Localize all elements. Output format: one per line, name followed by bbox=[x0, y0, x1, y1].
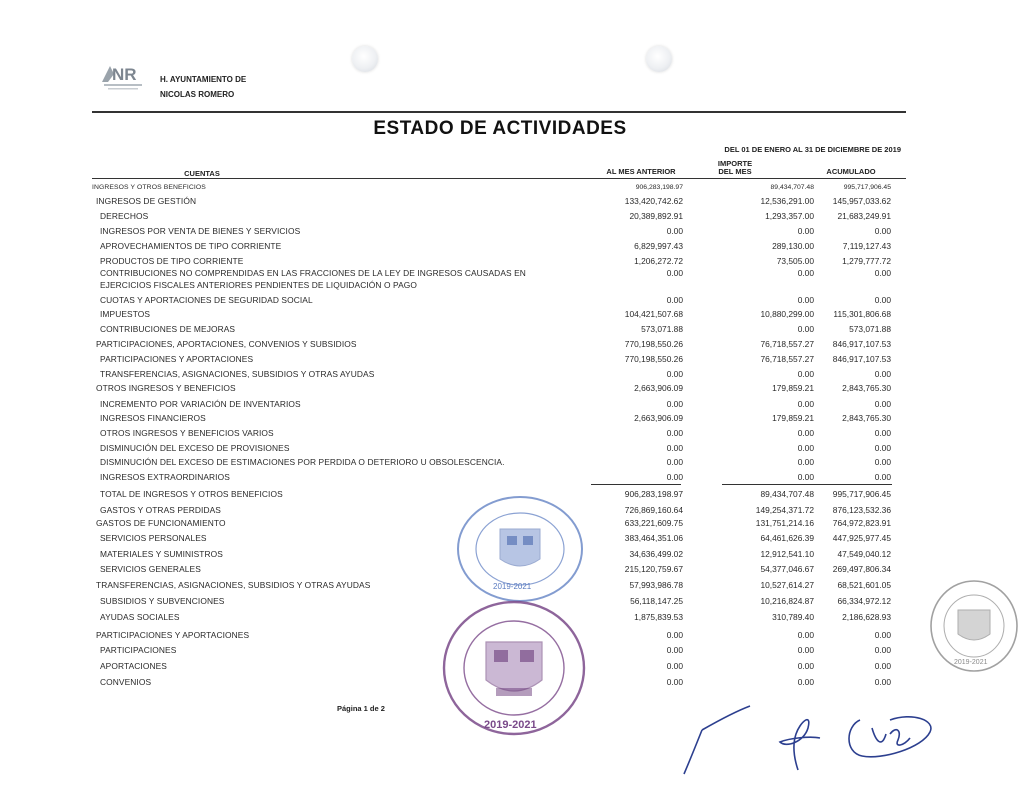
table-row bbox=[0, 241, 1024, 253]
amount-previous-month: 0.00 bbox=[666, 268, 683, 278]
amount-current-month: 0.00 bbox=[797, 645, 814, 655]
amount-current-month: 0.00 bbox=[797, 443, 814, 453]
table-row bbox=[0, 295, 1024, 307]
account-label: SUBSIDIOS Y SUBVENCIONES bbox=[100, 596, 225, 606]
punch-hole-left bbox=[352, 46, 378, 72]
amount-current-month: 179,859.21 bbox=[772, 383, 814, 393]
amount-accumulated: 0.00 bbox=[874, 428, 891, 438]
amount-current-month: 0.00 bbox=[797, 399, 814, 409]
amount-accumulated: 0.00 bbox=[874, 268, 891, 278]
amount-previous-month: 104,421,507.68 bbox=[624, 309, 683, 319]
amount-accumulated: 68,521,601.05 bbox=[837, 580, 891, 590]
amount-previous-month: 1,875,839.53 bbox=[634, 612, 683, 622]
amount-current-month: 1,293,357.00 bbox=[765, 211, 814, 221]
account-label: SERVICIOS PERSONALES bbox=[100, 533, 207, 543]
municipality-line2: NICOLAS ROMERO bbox=[160, 90, 235, 99]
amount-previous-month: 57,993,986.78 bbox=[629, 580, 683, 590]
svg-text:2019-2021: 2019-2021 bbox=[954, 659, 988, 666]
amount-previous-month: 726,869,160.64 bbox=[624, 505, 683, 515]
amount-current-month: 12,536,291.00 bbox=[760, 196, 814, 206]
presidencia-stamp bbox=[440, 598, 588, 738]
account-label: PARTICIPACIONES Y APORTACIONES bbox=[96, 630, 250, 640]
page-number: Página 1 de 2 bbox=[337, 704, 385, 713]
account-label: PRODUCTOS DE TIPO CORRIENTE bbox=[100, 256, 244, 266]
total-rule-a bbox=[591, 484, 681, 485]
amount-current-month: 310,789.40 bbox=[772, 612, 814, 622]
amount-previous-month: 34,636,499.02 bbox=[629, 549, 683, 559]
table-row bbox=[0, 383, 1024, 395]
amount-current-month: 0.00 bbox=[797, 472, 814, 482]
amount-accumulated: 21,683,249.91 bbox=[837, 211, 891, 221]
table-row bbox=[0, 413, 1024, 425]
amount-previous-month: 0.00 bbox=[666, 677, 683, 687]
top-rule bbox=[92, 111, 906, 113]
amount-previous-month: 20,389,892.91 bbox=[629, 211, 683, 221]
account-label: DISMINUCIÓN DEL EXCESO DE PROVISIONES bbox=[100, 443, 290, 453]
municipality-line1: H. AYUNTAMIENTO DE bbox=[160, 75, 247, 84]
col-header-mes-anterior: AL MES ANTERIOR bbox=[606, 167, 676, 176]
report-period: DEL 01 DE ENERO AL 31 DE DICIEMBRE DE 2019 bbox=[724, 145, 901, 154]
account-label: AYUDAS SOCIALES bbox=[100, 612, 180, 622]
account-label: APORTACIONES bbox=[100, 661, 167, 671]
amount-previous-month: 573,071.88 bbox=[641, 324, 683, 334]
amount-current-month: 76,718,557.27 bbox=[760, 354, 814, 364]
table-row bbox=[0, 226, 1024, 238]
amount-current-month: 179,859.21 bbox=[772, 413, 814, 423]
signature-2 bbox=[768, 708, 828, 778]
table-row bbox=[0, 184, 1024, 196]
amount-previous-month: 0.00 bbox=[666, 630, 683, 640]
account-label: PARTICIPACIONES, APORTACIONES, CONVENIOS Y SUBSIDIOS bbox=[96, 339, 357, 349]
account-label: OTROS INGRESOS Y BENEFICIOS VARIOS bbox=[100, 428, 274, 438]
amount-accumulated: 7,119,127.43 bbox=[842, 241, 891, 251]
account-label: INGRESOS DE GESTIÓN bbox=[96, 196, 197, 206]
amount-accumulated: 0.00 bbox=[874, 677, 891, 687]
header-rule bbox=[92, 178, 906, 179]
total-rule-b bbox=[722, 484, 812, 485]
secretaria-stamp bbox=[455, 494, 585, 604]
amount-current-month: 89,434,707.48 bbox=[760, 489, 814, 499]
col-header-importe-mes: IMPORTE DEL MES bbox=[717, 159, 753, 176]
table-row bbox=[0, 399, 1024, 411]
page-title: ESTADO DE ACTIVIDADES bbox=[373, 118, 627, 139]
account-label: DISMINUCIÓN DEL EXCESO DE ESTIMACIONES POR PERDIDA O DETERIORO U OBSOLESCENCIA. bbox=[100, 457, 505, 467]
account-label: GASTOS DE FUNCIONAMIENTO bbox=[96, 518, 226, 528]
amount-accumulated: 0.00 bbox=[874, 443, 891, 453]
amount-previous-month: 0.00 bbox=[666, 443, 683, 453]
amount-current-month: 149,254,371.72 bbox=[755, 505, 814, 515]
amount-accumulated: 0.00 bbox=[874, 630, 891, 640]
signature-3 bbox=[842, 708, 938, 764]
account-label: CUOTAS Y APORTACIONES DE SEGURIDAD SOCIAL bbox=[100, 295, 313, 305]
amount-current-month: 76,718,557.27 bbox=[760, 339, 814, 349]
table-row bbox=[0, 443, 1024, 455]
amount-previous-month: 0.00 bbox=[666, 369, 683, 379]
table-row bbox=[0, 369, 1024, 381]
amount-accumulated: 115,301,806.68 bbox=[833, 309, 891, 319]
amount-accumulated: 269,497,806.34 bbox=[832, 564, 891, 574]
account-label: OTROS INGRESOS Y BENEFICIOS bbox=[96, 383, 236, 393]
amount-accumulated: 1,279,777.72 bbox=[842, 256, 891, 266]
account-label: APROVECHAMIENTOS DE TIPO CORRIENTE bbox=[100, 241, 282, 251]
amount-current-month: 0.00 bbox=[797, 457, 814, 467]
table-row bbox=[0, 472, 1024, 484]
amount-accumulated: 66,334,972.12 bbox=[837, 596, 891, 606]
amount-previous-month: 770,198,550.26 bbox=[624, 339, 683, 349]
account-label: PARTICIPACIONES Y APORTACIONES bbox=[100, 354, 254, 364]
amount-previous-month: 633,221,609.75 bbox=[624, 518, 683, 528]
amount-current-month: 0.00 bbox=[797, 661, 814, 671]
amount-previous-month: 0.00 bbox=[666, 457, 683, 467]
municipal-logo bbox=[100, 60, 146, 92]
amount-accumulated: 2,843,765.30 bbox=[842, 383, 891, 393]
amount-accumulated: 846,917,107.53 bbox=[832, 339, 891, 349]
amount-current-month: 89,434,707.48 bbox=[770, 184, 814, 191]
table-row bbox=[0, 211, 1024, 223]
amount-accumulated: 0.00 bbox=[874, 457, 891, 467]
table-row bbox=[0, 324, 1024, 336]
table-row bbox=[0, 268, 1024, 280]
amount-accumulated: 764,972,823.91 bbox=[832, 518, 891, 528]
signature-1 bbox=[676, 700, 756, 780]
amount-current-month: 73,505.00 bbox=[776, 256, 814, 266]
amount-accumulated: 573,071.88 bbox=[849, 324, 891, 334]
amount-accumulated: 2,843,765.30 bbox=[842, 413, 891, 423]
amount-current-month: 131,751,214.16 bbox=[755, 518, 814, 528]
amount-previous-month: 906,283,198.97 bbox=[635, 184, 683, 191]
table-row bbox=[0, 339, 1024, 351]
amount-accumulated: 0.00 bbox=[874, 472, 891, 482]
amount-previous-month: 383,464,351.06 bbox=[624, 533, 683, 543]
amount-current-month: 12,912,541.10 bbox=[760, 549, 814, 559]
amount-accumulated: 2,186,628.93 bbox=[842, 612, 891, 622]
amount-accumulated: 0.00 bbox=[874, 399, 891, 409]
amount-previous-month: 906,283,198.97 bbox=[624, 489, 683, 499]
svg-text:2019-2021: 2019-2021 bbox=[493, 582, 532, 591]
amount-accumulated: 0.00 bbox=[874, 661, 891, 671]
punch-hole-right bbox=[646, 46, 672, 72]
amount-current-month: 0.00 bbox=[797, 369, 814, 379]
table-row bbox=[0, 196, 1024, 208]
account-label: MATERIALES Y SUMINISTROS bbox=[100, 549, 223, 559]
amount-previous-month: 0.00 bbox=[666, 428, 683, 438]
account-label: PARTICIPACIONES bbox=[100, 645, 177, 655]
account-label: TRANSFERENCIAS, ASIGNACIONES, SUBSIDIOS Y OTRAS AYUDAS bbox=[96, 580, 371, 590]
account-label: SERVICIOS GENERALES bbox=[100, 564, 201, 574]
amount-previous-month: 215,120,759.67 bbox=[624, 564, 683, 574]
amount-accumulated: 145,957,033.62 bbox=[832, 196, 891, 206]
amount-previous-month: 0.00 bbox=[666, 226, 683, 236]
amount-previous-month: 6,829,997.43 bbox=[634, 241, 683, 251]
amount-current-month: 0.00 bbox=[797, 226, 814, 236]
amount-previous-month: 133,420,742.62 bbox=[624, 196, 683, 206]
table-row bbox=[0, 256, 1024, 268]
amount-previous-month: 0.00 bbox=[666, 399, 683, 409]
account-label: INGRESOS FINANCIEROS bbox=[100, 413, 206, 423]
amount-previous-month: 0.00 bbox=[666, 295, 683, 305]
table-row bbox=[0, 428, 1024, 440]
account-label: IMPUESTOS bbox=[100, 309, 151, 319]
account-label: INGRESOS Y OTROS BENEFICIOS bbox=[92, 184, 206, 191]
total-rule-c bbox=[800, 484, 892, 485]
account-label: TRANSFERENCIAS, ASIGNACIONES, SUBSIDIOS Y OTRAS AYUDAS bbox=[100, 369, 375, 379]
col-header-acumulado: ACUMULADO bbox=[826, 167, 876, 176]
table-row bbox=[0, 309, 1024, 321]
amount-previous-month: 56,118,147.25 bbox=[630, 596, 683, 606]
amount-previous-month: 1,206,272.72 bbox=[634, 256, 683, 266]
amount-previous-month: 0.00 bbox=[666, 661, 683, 671]
amount-current-month: 0.00 bbox=[797, 630, 814, 640]
amount-current-month: 10,527,614.27 bbox=[760, 580, 814, 590]
table-row bbox=[0, 354, 1024, 366]
amount-accumulated: 0.00 bbox=[874, 369, 891, 379]
amount-current-month: 0.00 bbox=[797, 428, 814, 438]
account-label: DERECHOS bbox=[100, 211, 149, 221]
amount-accumulated: 47,549,040.12 bbox=[837, 549, 891, 559]
amount-current-month: 64,461,626.39 bbox=[760, 533, 814, 543]
amount-current-month: 0.00 bbox=[797, 324, 814, 334]
amount-accumulated: 995,717,906.45 bbox=[832, 489, 891, 499]
amount-current-month: 10,880,299.00 bbox=[760, 309, 814, 319]
tesoreria-stamp bbox=[928, 578, 1020, 674]
account-label: INCREMENTO POR VARIACIÓN DE INVENTARIOS bbox=[100, 399, 301, 409]
amount-accumulated: 0.00 bbox=[874, 295, 891, 305]
account-label: INGRESOS EXTRAORDINARIOS bbox=[100, 472, 230, 482]
amount-previous-month: 2,663,906.09 bbox=[634, 413, 683, 423]
amount-previous-month: 0.00 bbox=[666, 472, 683, 482]
account-label: CONVENIOS bbox=[100, 677, 152, 687]
amount-accumulated: 0.00 bbox=[874, 226, 891, 236]
amount-previous-month: 770,198,550.26 bbox=[624, 354, 683, 364]
account-label: EJERCICIOS FISCALES ANTERIORES PENDIENTES DE LIQUIDACIÓN O PAGO bbox=[100, 280, 418, 290]
amount-current-month: 10,216,824.87 bbox=[760, 596, 814, 606]
amount-accumulated: 0.00 bbox=[874, 645, 891, 655]
col-header-cuentas: CUENTAS bbox=[184, 169, 220, 178]
account-label: TOTAL DE INGRESOS Y OTROS BENEFICIOS bbox=[100, 489, 283, 499]
amount-current-month: 0.00 bbox=[797, 295, 814, 305]
svg-text:2019-2021: 2019-2021 bbox=[484, 719, 537, 731]
amount-current-month: 0.00 bbox=[797, 677, 814, 687]
account-label: CONTRIBUCIONES NO COMPRENDIDAS EN LAS FRACCIONES DE LA LEY DE INGRESOS CAUSADAS EN bbox=[100, 268, 526, 278]
amount-previous-month: 0.00 bbox=[666, 645, 683, 655]
amount-current-month: 0.00 bbox=[797, 268, 814, 278]
table-row bbox=[0, 457, 1024, 469]
table-row bbox=[0, 280, 1024, 292]
amount-accumulated: 995,717,906.45 bbox=[843, 184, 891, 191]
amount-current-month: 289,130.00 bbox=[772, 241, 814, 251]
account-label: CONTRIBUCIONES DE MEJORAS bbox=[100, 324, 236, 334]
account-label: GASTOS Y OTRAS PERDIDAS bbox=[100, 505, 221, 515]
amount-current-month: 54,377,046.67 bbox=[760, 564, 814, 574]
amount-accumulated: 447,925,977.45 bbox=[832, 533, 891, 543]
amount-accumulated: 846,917,107.53 bbox=[832, 354, 891, 364]
account-label: INGRESOS POR VENTA DE BIENES Y SERVICIOS bbox=[100, 226, 301, 236]
amount-previous-month: 2,663,906.09 bbox=[634, 383, 683, 393]
amount-accumulated: 876,123,532.36 bbox=[832, 505, 891, 515]
municipality-name bbox=[160, 72, 246, 102]
svg-text:NR: NR bbox=[112, 65, 137, 84]
